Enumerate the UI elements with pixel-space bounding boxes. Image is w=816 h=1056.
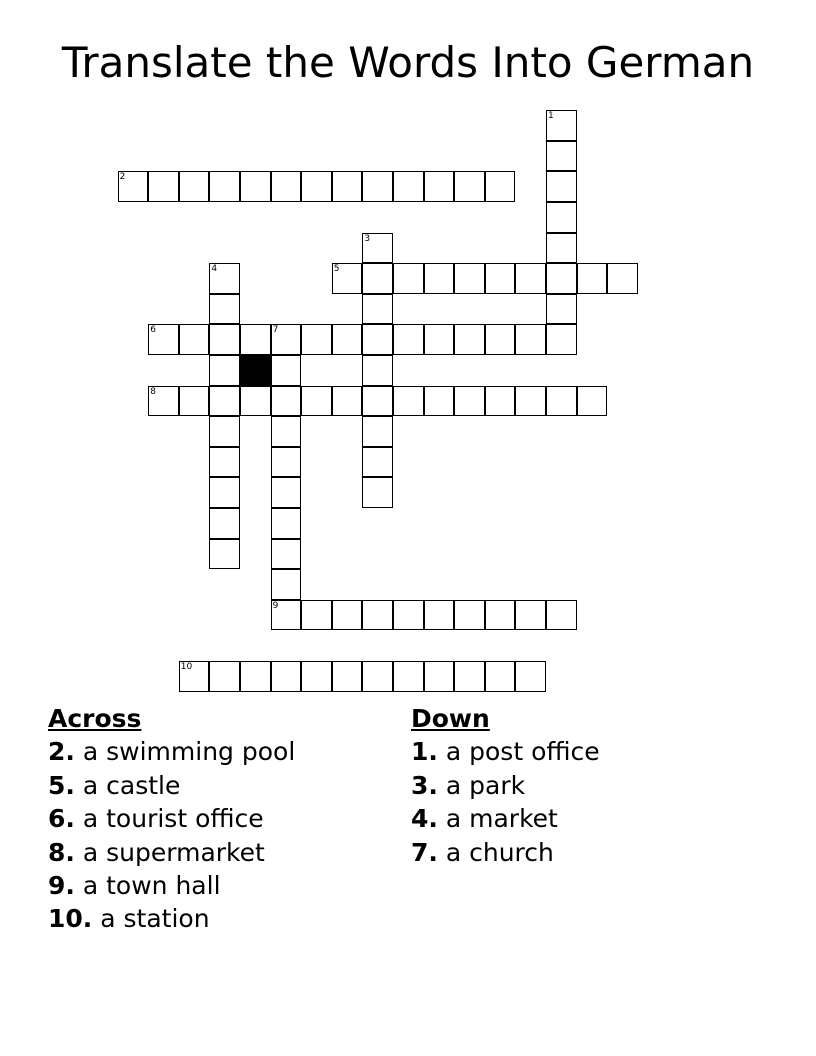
grid-cell[interactable] <box>332 171 363 202</box>
clue-number: 8. <box>48 837 75 867</box>
grid-cell[interactable] <box>271 539 302 570</box>
grid-cell[interactable] <box>362 386 393 417</box>
grid-cell[interactable] <box>546 386 577 417</box>
black-cell <box>240 355 271 386</box>
grid-cell[interactable] <box>424 661 455 692</box>
grid-cell[interactable] <box>301 171 332 202</box>
grid-cell[interactable] <box>271 355 302 386</box>
grid-cell[interactable] <box>209 386 240 417</box>
grid-cell[interactable] <box>546 141 577 172</box>
clue-text: a castle <box>82 770 181 800</box>
clue-number-label: 9 <box>272 600 279 611</box>
grid-cell[interactable] <box>148 171 179 202</box>
clue-number-label: 10 <box>180 662 193 672</box>
grid-cell[interactable] <box>546 171 577 202</box>
grid-cell[interactable] <box>301 600 332 631</box>
clue-item <box>48 769 295 802</box>
grid-cell[interactable] <box>393 324 424 355</box>
clue-text: a market <box>445 804 558 834</box>
grid-cell[interactable] <box>271 569 302 600</box>
clue-number-label: 1 <box>548 111 554 122</box>
clue-text: a tourist office <box>82 804 264 834</box>
grid-cell[interactable] <box>485 600 516 631</box>
grid-cell[interactable] <box>301 661 332 692</box>
grid-cell[interactable] <box>332 661 363 692</box>
clue-number-label: 2 <box>119 172 126 183</box>
clue-item <box>411 735 600 768</box>
grid-cell[interactable] <box>148 324 179 355</box>
grid-cell[interactable] <box>454 661 485 692</box>
grid-cell[interactable] <box>209 477 240 508</box>
grid-cell[interactable] <box>362 294 393 325</box>
grid-cell[interactable] <box>209 324 240 355</box>
clue-number: 10. <box>48 904 93 934</box>
clue-number: 9. <box>48 871 75 901</box>
page-title: Translate the Words Into German <box>61 38 755 87</box>
grid-cell[interactable] <box>362 447 393 478</box>
grid-cell[interactable] <box>362 324 393 355</box>
across-clues <box>48 702 295 936</box>
grid-cell[interactable] <box>271 324 302 355</box>
grid-cell[interactable] <box>240 661 271 692</box>
grid-cell[interactable] <box>546 600 577 631</box>
grid-cell[interactable] <box>209 416 240 447</box>
grid-cell[interactable] <box>454 171 485 202</box>
grid-cell[interactable] <box>362 661 393 692</box>
grid-cell[interactable] <box>393 600 424 631</box>
grid-cell[interactable] <box>485 171 516 202</box>
grid-cell[interactable] <box>209 661 240 692</box>
grid-cell[interactable] <box>209 508 240 539</box>
clue-item <box>48 735 295 768</box>
grid-cell[interactable] <box>209 294 240 325</box>
grid-cell[interactable] <box>485 324 516 355</box>
clue-item <box>48 902 295 935</box>
grid-cell[interactable] <box>332 263 363 294</box>
clue-item <box>411 836 600 869</box>
clue-item <box>411 802 600 835</box>
grid-cell[interactable] <box>515 661 546 692</box>
grid-cell[interactable] <box>301 324 332 355</box>
clue-text: a station <box>100 904 210 934</box>
grid-cell[interactable] <box>546 110 577 141</box>
clue-number: 2. <box>48 737 75 767</box>
grid-cell[interactable] <box>362 171 393 202</box>
grid-cell[interactable] <box>546 294 577 325</box>
grid-cell[interactable] <box>393 661 424 692</box>
grid-cell[interactable] <box>301 386 332 417</box>
clue-text: a swimming pool <box>82 737 296 767</box>
grid-cell[interactable] <box>515 386 546 417</box>
grid-cell[interactable] <box>209 447 240 478</box>
grid-cell[interactable] <box>515 263 546 294</box>
grid-cell[interactable] <box>424 386 455 417</box>
grid-cell[interactable] <box>271 447 302 478</box>
grid-cell[interactable] <box>209 355 240 386</box>
grid-cell[interactable] <box>393 386 424 417</box>
grid-cell[interactable] <box>271 600 302 631</box>
grid-cell[interactable] <box>577 386 608 417</box>
grid-cell[interactable] <box>485 661 516 692</box>
grid-cell[interactable] <box>577 263 608 294</box>
grid-cell[interactable] <box>332 600 363 631</box>
grid-cell[interactable] <box>271 171 302 202</box>
grid-cell[interactable] <box>546 263 577 294</box>
grid-cell[interactable] <box>362 477 393 508</box>
clue-item <box>411 769 600 802</box>
grid-cell[interactable] <box>515 324 546 355</box>
clue-number: 6. <box>48 804 75 834</box>
grid-cell[interactable] <box>362 233 393 264</box>
grid-cell[interactable] <box>362 263 393 294</box>
grid-cell[interactable] <box>424 324 455 355</box>
grid-cell[interactable] <box>454 263 485 294</box>
clue-number: 5. <box>48 770 75 800</box>
grid-cell[interactable] <box>515 600 546 631</box>
clue-number: 3. <box>411 770 438 800</box>
grid-cell[interactable] <box>240 324 271 355</box>
grid-cell[interactable] <box>332 386 363 417</box>
grid-cell[interactable] <box>424 263 455 294</box>
grid-cell[interactable] <box>271 416 302 447</box>
grid-cell[interactable] <box>424 171 455 202</box>
grid-cell[interactable] <box>118 171 149 202</box>
clue-number-label: 3 <box>364 233 371 244</box>
clue-number-label: 6 <box>150 325 156 336</box>
grid-cell[interactable] <box>485 386 516 417</box>
down-clues <box>411 702 600 869</box>
clue-text: a town hall <box>82 871 221 901</box>
grid-cell[interactable] <box>362 355 393 386</box>
grid-cell[interactable] <box>179 171 210 202</box>
grid-cell[interactable] <box>209 539 240 570</box>
grid-cell[interactable] <box>209 171 240 202</box>
grid-cell[interactable] <box>179 386 210 417</box>
grid-cell[interactable] <box>393 171 424 202</box>
grid-cell[interactable] <box>546 202 577 233</box>
grid-cell[interactable] <box>424 600 455 631</box>
grid-cell[interactable] <box>546 324 577 355</box>
grid-cell[interactable] <box>393 263 424 294</box>
clue-number-label: 4 <box>211 264 218 275</box>
grid-cell[interactable] <box>209 263 240 294</box>
clue-text: a post office <box>445 737 600 767</box>
grid-cell[interactable] <box>271 477 302 508</box>
clue-text: a church <box>445 837 554 867</box>
clue-item <box>48 869 295 902</box>
grid-cell[interactable] <box>271 508 302 539</box>
grid-cell[interactable] <box>454 386 485 417</box>
clue-text: a park <box>445 770 526 800</box>
grid-cell[interactable] <box>607 263 638 294</box>
grid-cell[interactable] <box>332 324 363 355</box>
grid-cell[interactable] <box>179 661 210 692</box>
grid-cell[interactable] <box>454 324 485 355</box>
down-heading: Down <box>411 704 490 733</box>
clue-item <box>48 802 295 835</box>
clue-item <box>48 836 295 869</box>
clue-text: a supermarket <box>82 837 265 867</box>
clue-number: 4. <box>411 804 438 834</box>
grid-cell[interactable] <box>240 171 271 202</box>
grid-cell[interactable] <box>454 600 485 631</box>
grid-cell[interactable] <box>485 263 516 294</box>
clue-number: 7. <box>411 837 438 867</box>
grid-cell[interactable] <box>271 386 302 417</box>
clue-number-label: 8 <box>150 386 156 397</box>
clue-number-label: 5 <box>333 264 340 275</box>
clue-number: 1. <box>411 737 438 767</box>
across-heading: Across <box>48 704 142 733</box>
clue-number-label: 7 <box>272 325 279 336</box>
grid-cell[interactable] <box>179 324 210 355</box>
grid-cell[interactable] <box>362 600 393 631</box>
grid-cell[interactable] <box>271 661 302 692</box>
grid-cell[interactable] <box>362 416 393 447</box>
grid-cell[interactable] <box>546 233 577 264</box>
grid-cell[interactable] <box>148 386 179 417</box>
grid-cell[interactable] <box>240 386 271 417</box>
